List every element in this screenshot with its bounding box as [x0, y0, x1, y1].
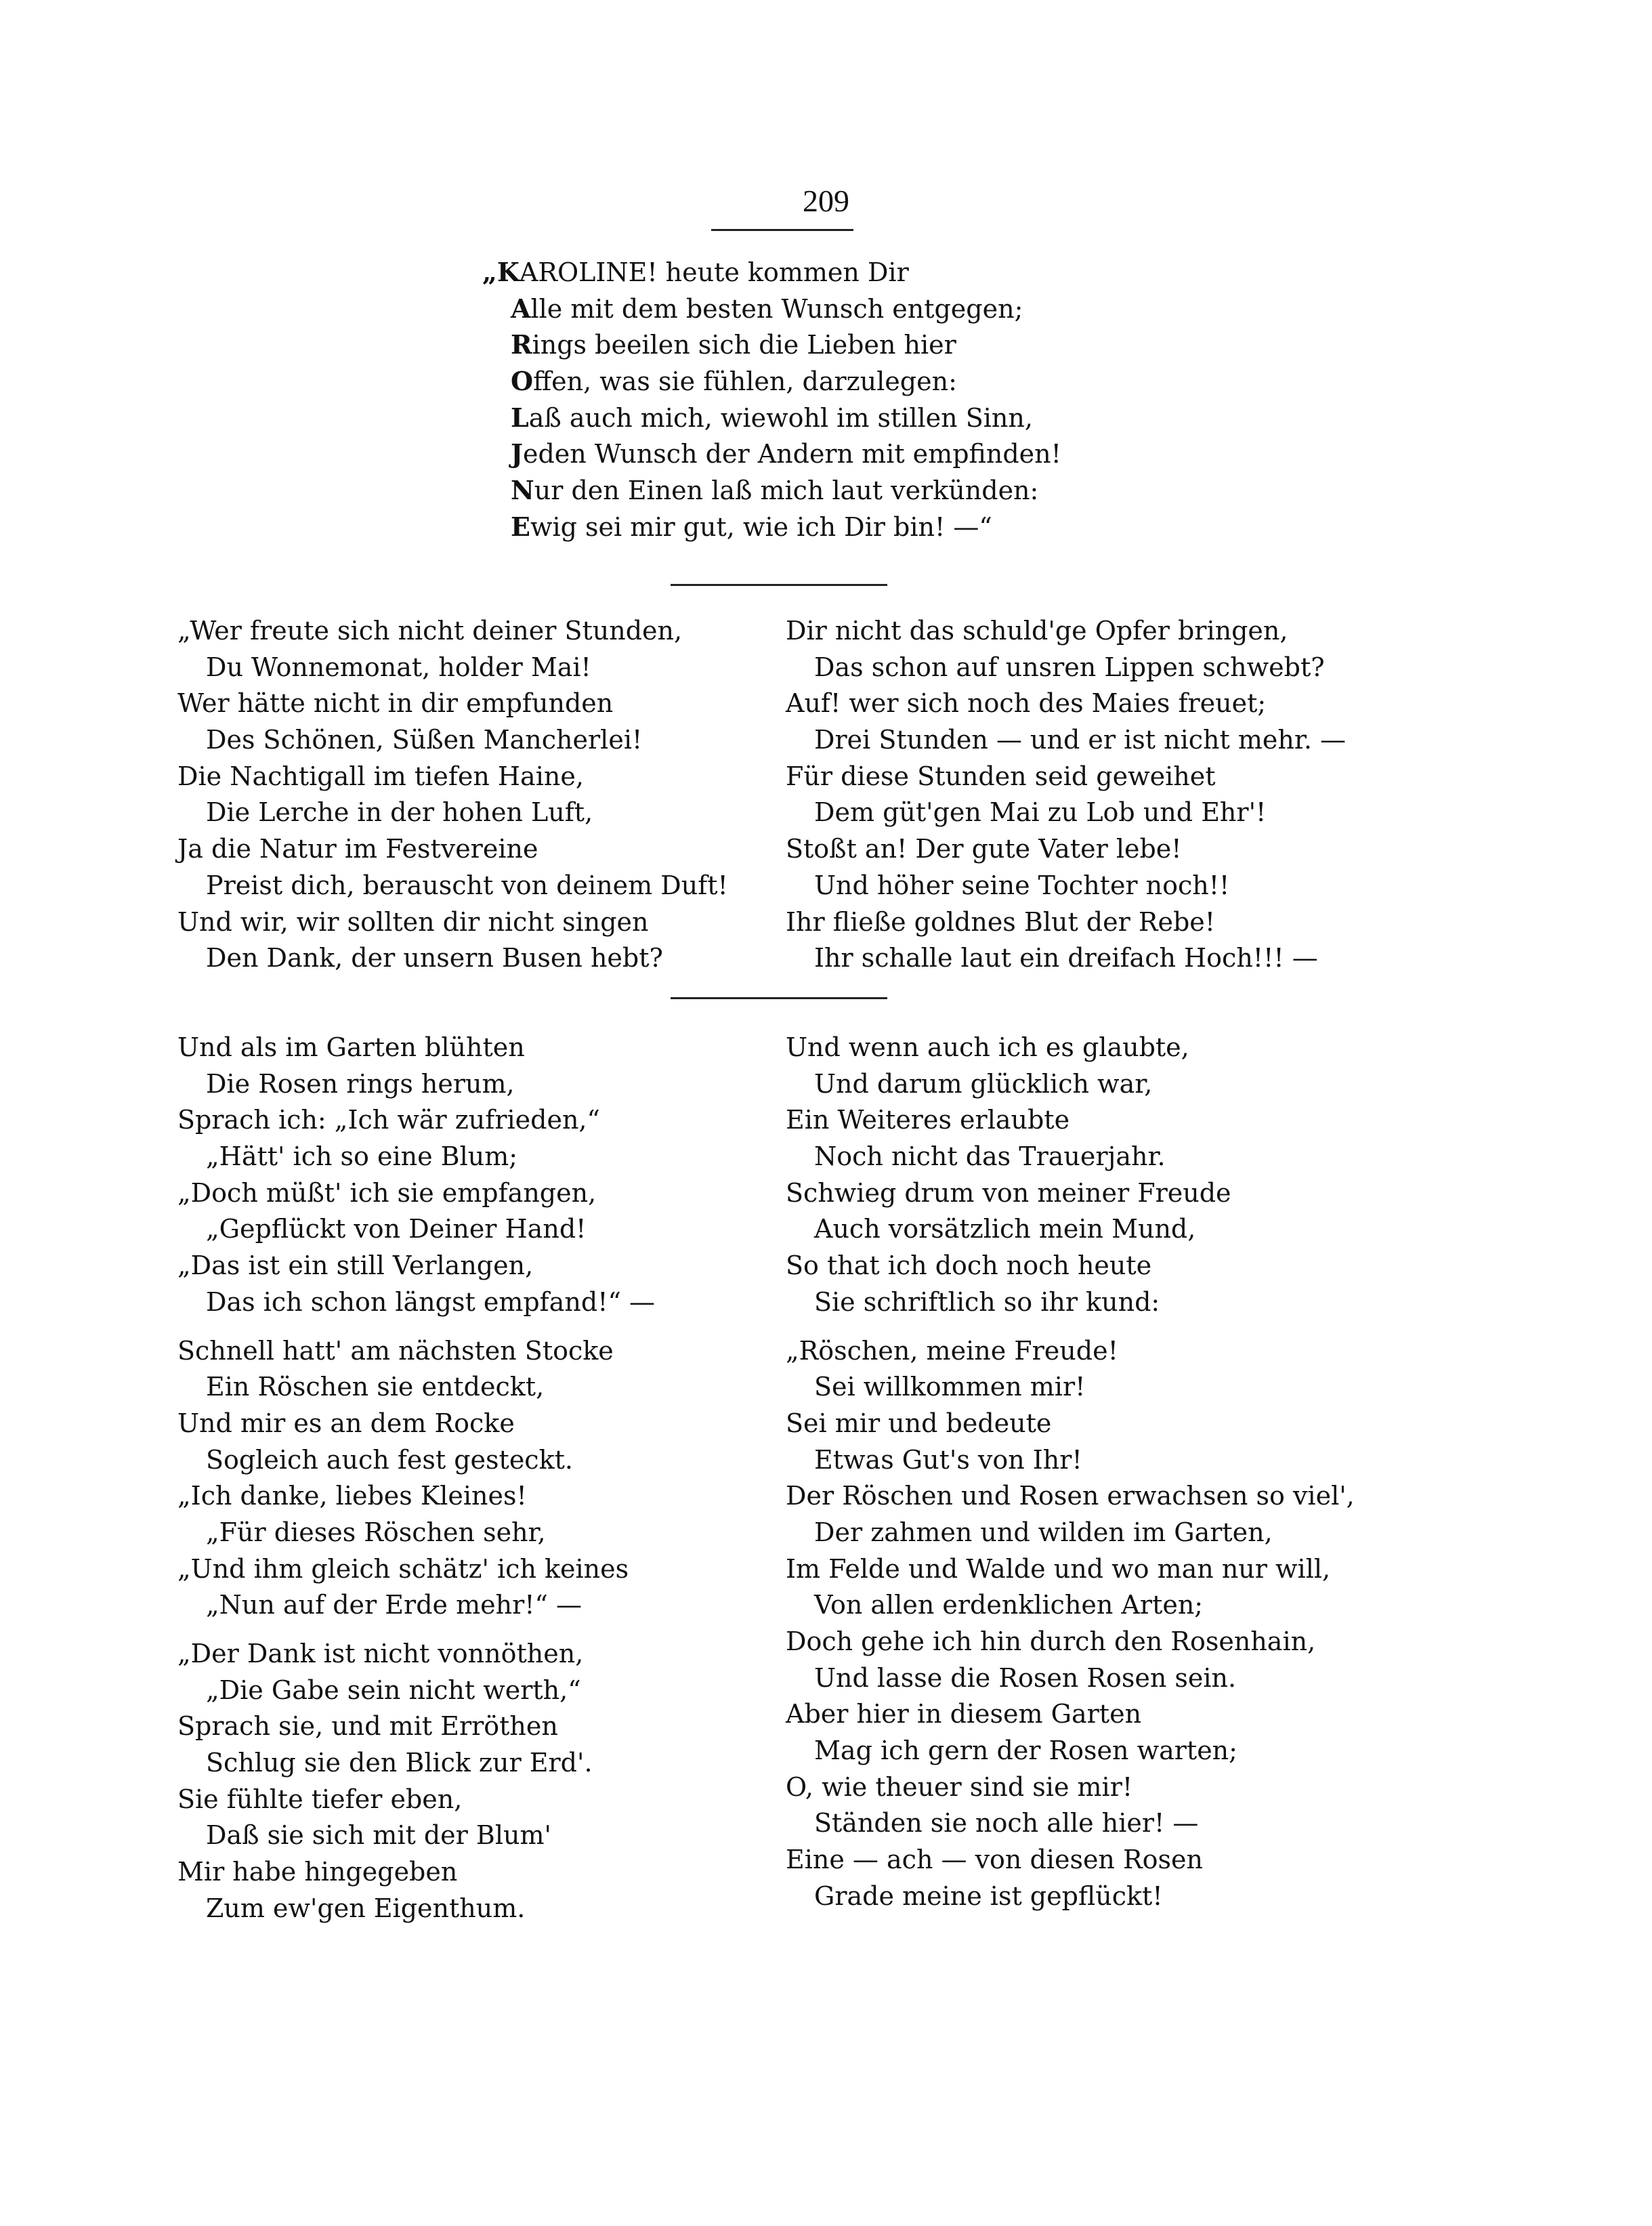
verse-line: Dir nicht das schuld'ge Opfer bringen,	[786, 616, 1288, 646]
verse-line: „Die Gabe sein nicht werth,“	[206, 1675, 581, 1705]
verse-line: Preist dich, berauscht von deinem Duft!	[206, 870, 728, 900]
verse-line: Wer hätte nicht in dir empfunden	[177, 688, 614, 719]
verse-line: Dem güt'gen Mai zu Lob und Ehr'!	[814, 797, 1267, 828]
page-number-rule	[711, 229, 853, 231]
acrostic-text: ffen, was sie fühlen, darzulegen:	[533, 366, 957, 397]
verse-line: Sie schriftlich so ihr kund:	[814, 1286, 1160, 1317]
verse-line: Ihr schalle laut ein dreifach Hoch!!! —	[814, 943, 1318, 973]
verse-line: Sei mir und bedeute	[786, 1408, 1052, 1438]
verse-line: Ja die Natur im Festvereine	[177, 834, 538, 864]
acrostic-text: AROLINE! heute kommen Dir	[519, 257, 909, 287]
verse-line: „Der Dank ist nicht vonnöthen,	[177, 1639, 584, 1668]
verse-line: Schlug sie den Blick zur Erd'.	[206, 1748, 593, 1778]
verse-line: „Gepflückt von Deiner Hand!	[206, 1214, 587, 1244]
acrostic-initial: N	[511, 475, 534, 506]
acrostic-line	[482, 363, 1061, 400]
verse-line: Sei willkommen mir!	[814, 1372, 1086, 1402]
acrostic-initial: R	[511, 329, 532, 360]
verse-line: „Ich danke, liebes Kleines!	[177, 1481, 527, 1511]
verse-line: „Und ihm gleich schätz' ich keines	[177, 1553, 629, 1584]
verse-line: Daß sie sich mit der Blum'	[206, 1820, 551, 1851]
acrostic-text: aß auch mich, wiewohl im stillen Sinn,	[528, 402, 1033, 433]
acrostic-line	[482, 327, 1061, 363]
dedication-acrostic	[482, 254, 1061, 545]
verse-line: Den Dank, der unsern Busen hebt?	[206, 943, 663, 973]
verse-line: Zum ew'gen Eigenthum.	[206, 1893, 526, 1923]
verse-line: Von allen erdenklichen Arten;	[814, 1590, 1204, 1620]
section-divider-1	[671, 584, 887, 586]
acrostic-text: eden Wunsch der Andern mit empfinden!	[522, 439, 1061, 469]
acrostic-line	[482, 400, 1061, 436]
verse-line: „Das ist ein still Verlangen,	[177, 1251, 534, 1281]
acrostic-initial: J	[511, 438, 523, 469]
verse-line: Stoßt an! Der gute Vater lebe!	[786, 834, 1182, 864]
stanza-gap	[177, 1321, 655, 1333]
verse-line: Und darum glücklich war,	[814, 1068, 1153, 1099]
verse-line: Sprach sie, und mit Erröthen	[177, 1711, 558, 1742]
verse-line: Und lasse die Rosen Rosen sein.	[814, 1662, 1237, 1693]
acrostic-text: wig sei mir gut, wie ich Dir bin! —“	[530, 511, 992, 542]
acrostic-initial: O	[511, 366, 534, 397]
verse-line: Doch gehe ich hin durch den Rosenhain,	[786, 1626, 1316, 1656]
acrostic-initial: E	[511, 511, 530, 542]
may-poem-left-column	[177, 613, 728, 977]
verse-line: Des Schönen, Süßen Mancherlei!	[206, 725, 643, 755]
verse-line: Ein Röschen sie entdeckt,	[206, 1372, 545, 1402]
stanza-gap	[177, 1624, 655, 1636]
may-poem-right-column	[786, 613, 1346, 977]
verse-line: „Röschen, meine Freude!	[786, 1335, 1118, 1366]
acrostic-text: ur den Einen laß mich laut verkünden:	[534, 476, 1039, 506]
verse-line: „Nun auf der Erde mehr!“ —	[206, 1590, 583, 1620]
verse-line: Ständen sie noch alle hier! —	[814, 1808, 1199, 1839]
verse-line: Im Felde und Walde und wo man nur will,	[786, 1553, 1331, 1584]
verse-line: Mir habe hingegeben	[177, 1857, 458, 1887]
verse-line: Der Röschen und Rosen erwachsen so viel',	[786, 1481, 1355, 1511]
verse-line: Auch vorsätzlich mein Mund,	[814, 1214, 1196, 1244]
verse-line: Aber hier in diesem Garten	[786, 1699, 1142, 1729]
acrostic-initial: L	[511, 402, 529, 433]
verse-line: Und wir, wir sollten dir nicht singen	[177, 906, 649, 937]
verse-line: Und als im Garten blühten	[177, 1032, 525, 1062]
verse-line: Für diese Stunden seid geweihet	[786, 761, 1216, 791]
verse-line: Auf! wer sich noch des Maies freuet;	[786, 688, 1267, 719]
verse-line: Die Lerche in der hohen Luft,	[206, 797, 593, 828]
page-number: 209	[803, 184, 849, 218]
verse-line: Eine — ach — von diesen Rosen	[786, 1845, 1203, 1875]
acrostic-text: ings beeilen sich die Lieben hier	[532, 330, 956, 360]
verse-line: „Für dieses Röschen sehr,	[206, 1517, 546, 1547]
acrostic-line	[482, 472, 1061, 509]
verse-line: „Wer freute sich nicht deiner Stunden,	[177, 616, 683, 646]
verse-line: Sie fühlte tiefer eben,	[177, 1784, 463, 1814]
verse-line: Ein Weiteres erlaubte	[786, 1105, 1070, 1135]
verse-line: So that ich doch noch heute	[786, 1251, 1152, 1281]
verse-line: Und wenn auch ich es glaubte,	[786, 1032, 1189, 1062]
stanza-gap	[786, 1321, 1355, 1333]
verse-line: Die Nachtigall im tiefen Haine,	[177, 761, 584, 791]
verse-line: Und mir es an dem Rocke	[177, 1408, 515, 1438]
acrostic-initial: „K	[482, 257, 520, 287]
verse-line: Das ich schon längst empfand!“ —	[206, 1286, 655, 1317]
acrostic-initial: A	[511, 293, 531, 324]
verse-line: Sogleich auch fest gesteckt.	[206, 1444, 573, 1475]
verse-line: Sprach ich: „Ich wär zufrieden,“	[177, 1105, 600, 1135]
acrostic-line	[482, 254, 1061, 291]
verse-line: Drei Stunden — und er ist nicht mehr. —	[814, 725, 1347, 755]
section-divider-2	[671, 997, 887, 999]
acrostic-line	[482, 291, 1061, 327]
verse-line: Schnell hatt' am nächsten Stocke	[177, 1335, 614, 1366]
acrostic-line	[482, 509, 1061, 545]
verse-line: „Doch müßt' ich sie empfangen,	[177, 1177, 597, 1208]
verse-line: Das schon auf unsren Lippen schwebt?	[814, 652, 1325, 682]
verse-line: Schwieg drum von meiner Freude	[786, 1177, 1231, 1208]
verse-line: Und höher seine Tochter noch!!	[814, 870, 1230, 900]
verse-line: Grade meine ist gepflückt!	[814, 1881, 1163, 1911]
rose-poem-right-column	[786, 1030, 1355, 1915]
rose-poem-left-column	[177, 1030, 655, 1927]
verse-line: Mag ich gern der Rosen warten;	[814, 1736, 1237, 1766]
acrostic-text: lle mit dem besten Wunsch entgegen;	[530, 293, 1023, 324]
verse-line: Etwas Gut's von Ihr!	[814, 1444, 1082, 1475]
verse-line: Ihr fließe goldnes Blut der Rebe!	[786, 906, 1216, 937]
verse-line: O, wie theuer sind sie mir!	[786, 1771, 1133, 1802]
verse-line: Die Rosen rings herum,	[206, 1068, 515, 1099]
verse-line: „Hätt' ich so eine Blum;	[206, 1141, 518, 1172]
verse-line: Du Wonnemonat, holder Mai!	[206, 652, 591, 682]
acrostic-line	[482, 436, 1061, 472]
verse-line: Der zahmen und wilden im Garten,	[814, 1517, 1273, 1547]
verse-line: Noch nicht das Trauerjahr.	[814, 1141, 1166, 1172]
